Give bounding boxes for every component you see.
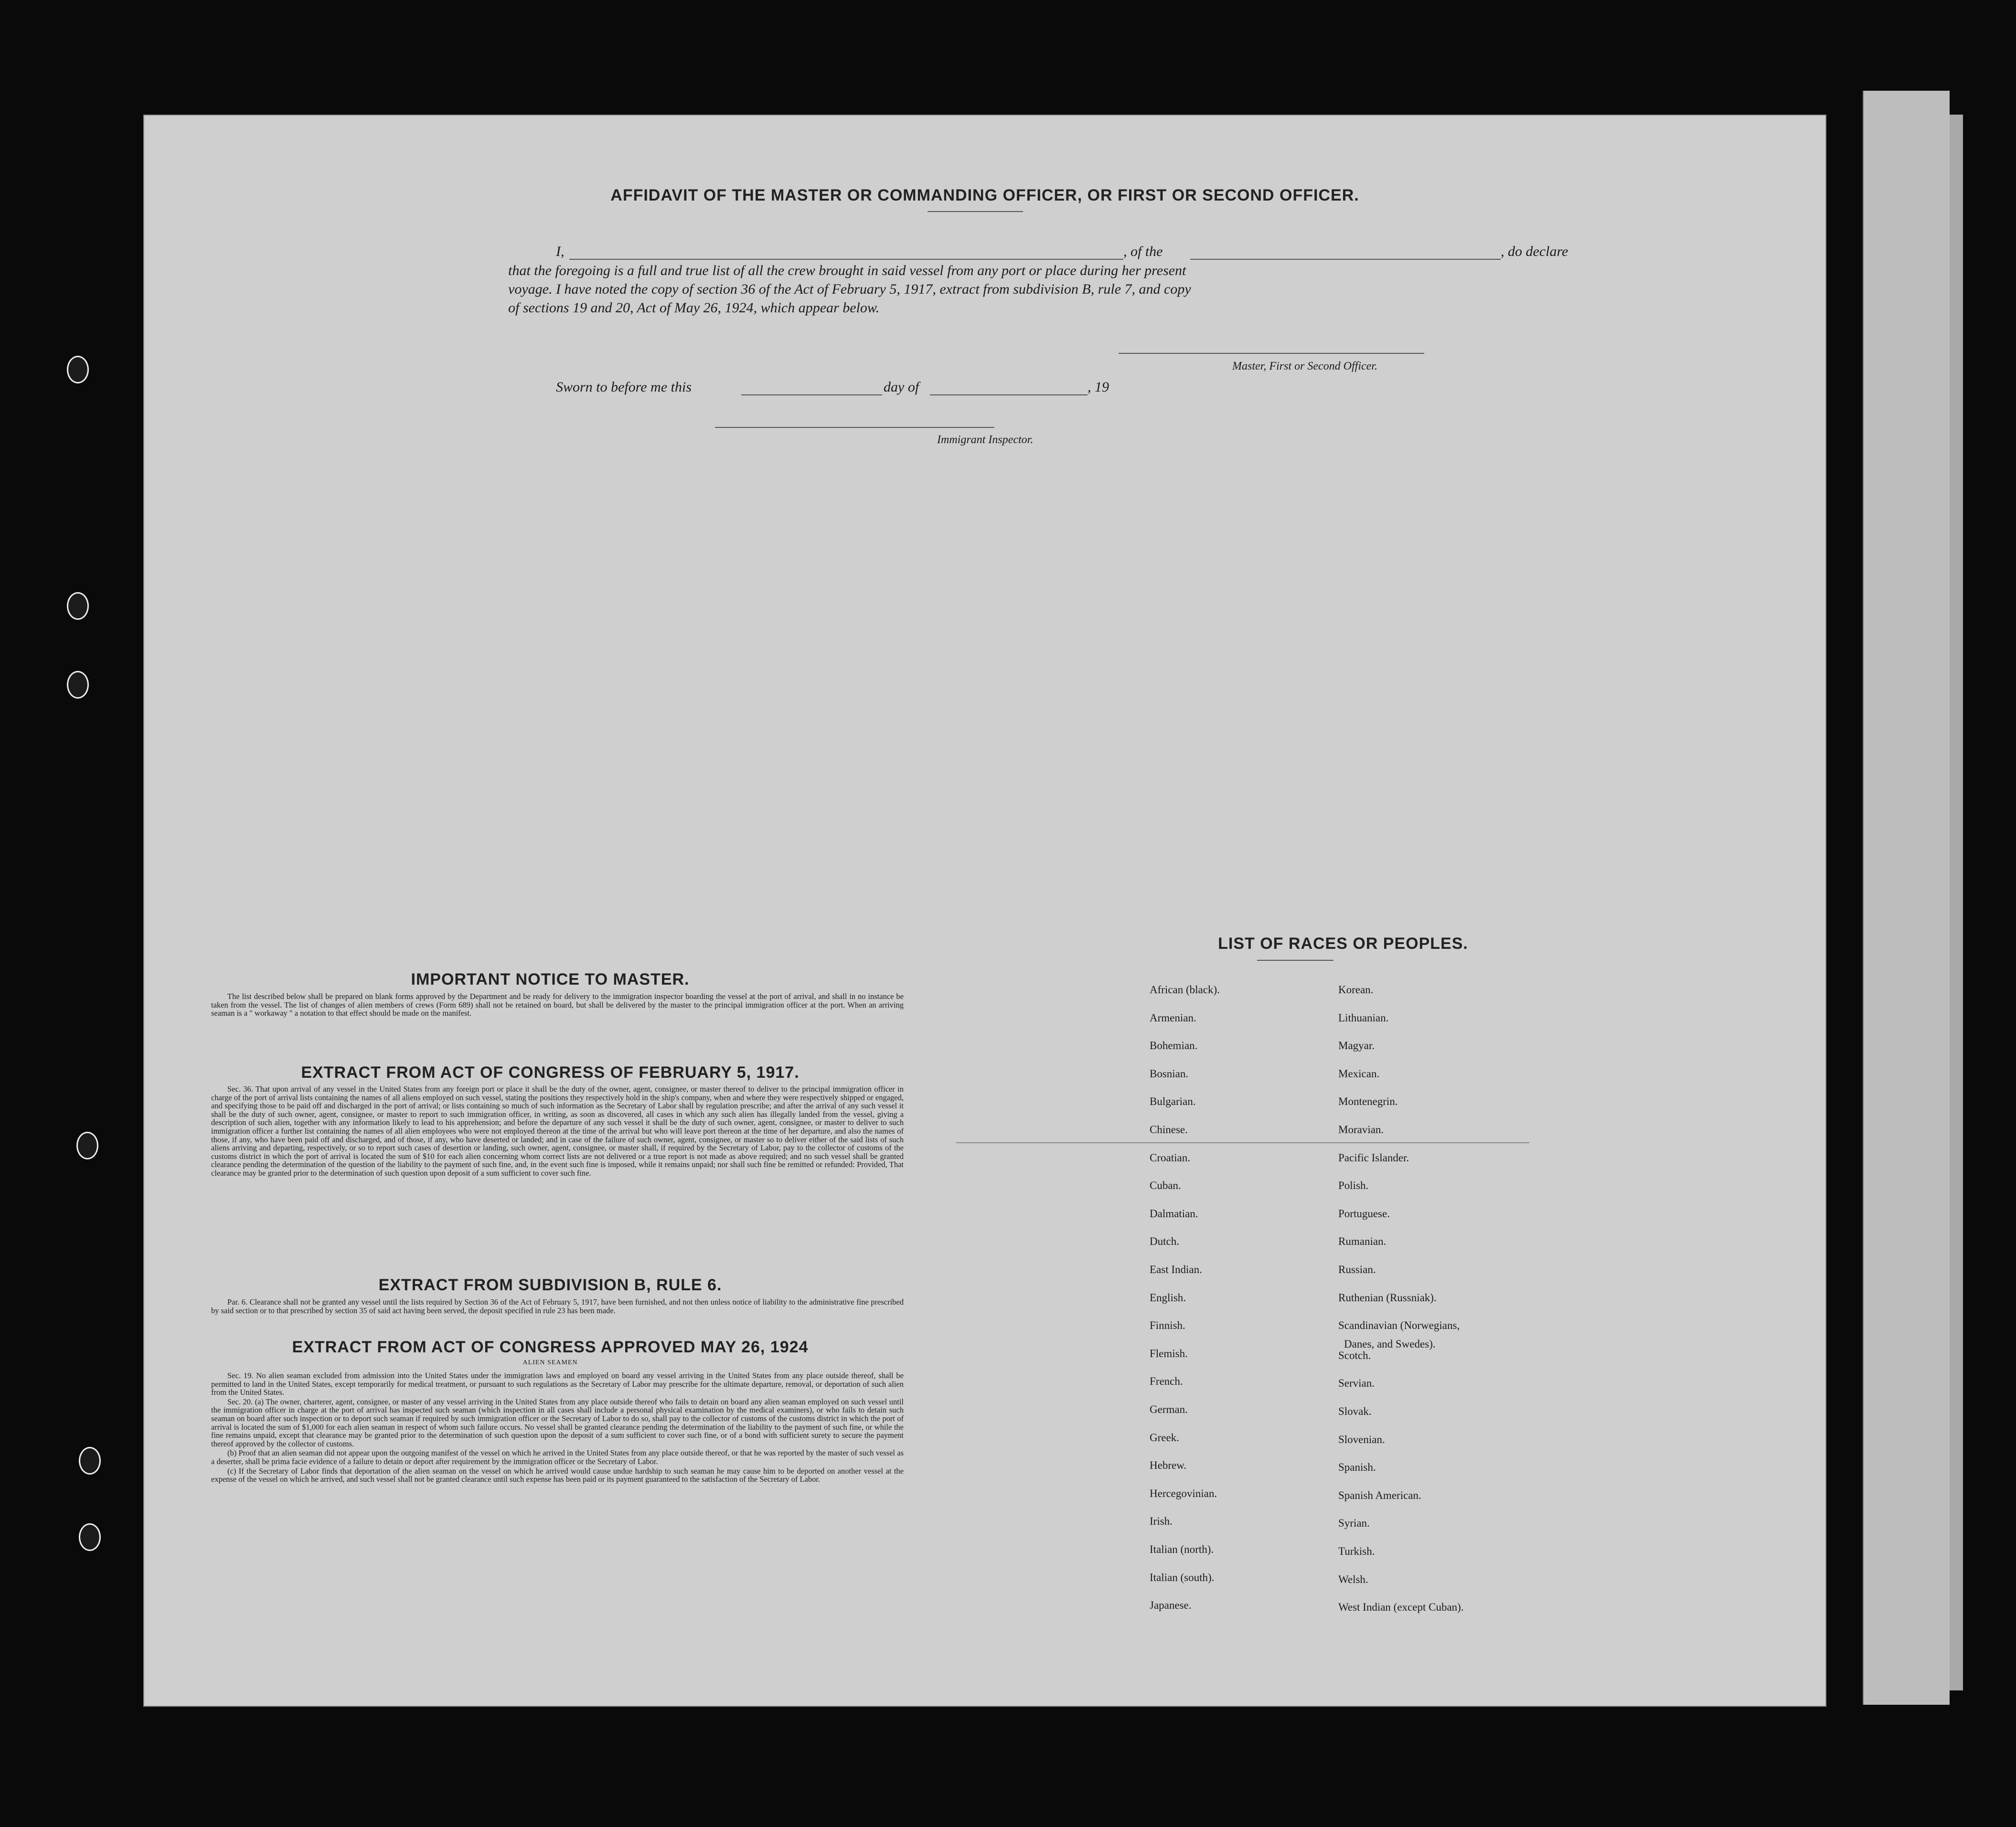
- back-sheet: [1863, 91, 1950, 1705]
- race-item: Pacific Islander.: [1338, 1152, 1409, 1164]
- affidavit-text-line-2: that the foregoing is a full and true list of all the crew brought in said vessel from any port or place during her present: [508, 263, 1186, 278]
- races-title-rule: [1257, 960, 1333, 961]
- race-item: Polish.: [1338, 1179, 1369, 1191]
- binder-hole: [67, 356, 89, 383]
- vessel-name-line: [1190, 259, 1501, 260]
- declare-label: , do declare: [1501, 244, 1568, 259]
- binder-hole: [67, 671, 89, 699]
- notice-title: IMPORTANT NOTICE TO MASTER.: [411, 970, 690, 988]
- declarant-name-line: [569, 259, 1123, 260]
- affidavit-title: AFFIDAVIT OF THE MASTER OR COMMANDING OFFICER, OR FIRST OR SECOND OFFICER.: [610, 186, 1359, 204]
- declarant-label: I,: [556, 244, 565, 259]
- sworn-month-line: [930, 394, 1088, 395]
- sworn-day-line: [741, 394, 882, 395]
- race-item: Bulgarian.: [1150, 1095, 1196, 1107]
- race-item: Ruthenian (Russniak).: [1338, 1292, 1437, 1304]
- section-20b-paragraph: (b) Proof that an alien seaman did not appear upon the outgoing manifest of the vessel on which he arrived in the United States from any place outside thereof, or that he was reported by the master of such vessel as a deserter, shall be prima facie evidence of a failure to detain or deport after requirement by the immigration officer or the Secretary of Labor.: [211, 1448, 904, 1466]
- race-item: Scandinavian (Norwegians,: [1338, 1319, 1460, 1331]
- binder-hole: [79, 1523, 101, 1551]
- race-item: German.: [1150, 1403, 1188, 1415]
- binder-hole: [67, 592, 89, 620]
- race-item: Mexican.: [1338, 1068, 1380, 1080]
- vessel-label: , of the: [1123, 244, 1163, 259]
- race-item: Hebrew.: [1150, 1459, 1187, 1471]
- section-36-paragraph: Sec. 36. That upon arrival of any vessel in the United States from any foreign port or place it shall be the duty of the owner, agent, consignee, or master thereof to deliver to the principal immigration officer in charge of the port of arrival lists containing the names of all aliens employed on such vessel, stating the positions they respectively hold in the ship's company, when and where they were respectively shipped or engaged, and specifying those to be paid off and discharged in the port of arrival; or lists containing so much of such information as the Secretary of Labor shall by regulation prescribe; and after the arrival of any such vessel it shall be the duty of such owner, agent, consignee, or master to report to such immigration officer, in writing, as soon as discovered, all cases in which any such alien has illegally landed from the vessel, giving a description of such alien, together with any information likely to lead to his apprehension; and before the departure of any such vessel it shall be the duty of such owner, agent, consignee, or master to deliver to such immigration officer a further list containing the names of all alien employees who were not employed thereon at the time of the arrival but who will leave port thereon at the time of her departure, and also the names of those, if any, who have been paid off and discharged, and of those, if any, who have deserted or landed; and in case of the failure of such owner, agent, consignee, or master so to deliver either of the said lists of such aliens arriving and departing, respectively, or so to report such cases of desertion or landing, such owner, agent, consignee, or master shall, if required by the Secretary of Labor, pay to the collector of customs of the customs district in which the port of arrival is located the sum of $10 for each alien concerning whom correct lists are not delivered or a true report is not made as above required; and no such vessel shall be granted clearance pending the determination of the question of the liability to the payment of such fine, and, in the event such fine is imposed, while it remains unpaid; nor shall such fine be remitted or refunded: Provided, That clearance may be granted prior to the determination of such question upon deposit of a sum sufficient to cover such fine.: [211, 1084, 904, 1178]
- race-item: Welsh.: [1338, 1573, 1368, 1585]
- race-item: Scotch.: [1338, 1349, 1371, 1361]
- race-item: Dalmatian.: [1150, 1208, 1198, 1220]
- binder-hole: [79, 1447, 101, 1475]
- inspector-signature-label: Immigrant Inspector.: [937, 434, 1034, 446]
- year-label: , 19: [1088, 379, 1109, 395]
- race-item: East Indian.: [1150, 1264, 1202, 1275]
- extract-1917-title: EXTRACT FROM ACT OF CONGRESS OF FEBRUARY 5, 1917.: [301, 1063, 800, 1082]
- races-title: LIST OF RACES OR PEOPLES.: [1218, 935, 1468, 953]
- race-item: Chinese.: [1150, 1124, 1188, 1136]
- section-20c-paragraph: (c) If the Secretary of Labor finds that deportation of the alien seaman on the vessel on which he arrived would cause undue hardship to such seaman he may cause him to be deported on another vessel at the expense of the vessel on which he arrived, and such vessel shall not be granted clearance until such expense has been paid or its payment guaranteed to the satisfaction of the Secretary of Labor.: [211, 1466, 904, 1484]
- race-item: Montenegrin.: [1338, 1095, 1398, 1107]
- race-item: Croatian.: [1150, 1152, 1190, 1164]
- inspector-signature-line: [715, 427, 994, 428]
- affidavit-text-line-4: of sections 19 and 20, Act of May 26, 1924, which appear below.: [508, 300, 880, 316]
- race-item: Finnish.: [1150, 1319, 1185, 1331]
- race-item-continuation: Danes, and Swedes).: [1344, 1338, 1436, 1350]
- race-item: Greek.: [1150, 1432, 1179, 1444]
- race-item: Japanese.: [1150, 1599, 1192, 1611]
- section-19-paragraph: Sec. 19. No alien seaman excluded from admission into the United States under the immigration laws and employed on board any vessel arriving in the United States from any place outside thereof, shall be permitted to land in the United States, except temporarily for medical treatment, or pursuant to such regulations as the Secretary of Labor may prescribe for the ultimate departure, removal, or deportation of such alien from the United States.: [211, 1371, 904, 1397]
- alien-seamen-subtitle: ALIEN SEAMEN: [523, 1359, 578, 1366]
- race-item: Hercegovinian.: [1150, 1487, 1217, 1499]
- race-item: Korean.: [1338, 984, 1374, 996]
- rule-6-title: EXTRACT FROM SUBDIVISION B, RULE 6.: [378, 1276, 722, 1294]
- race-item: Cuban.: [1150, 1179, 1181, 1191]
- notice-text: [211, 992, 904, 1019]
- race-item: Dutch.: [1150, 1235, 1179, 1247]
- race-item: Portuguese.: [1338, 1208, 1390, 1220]
- binder-hole: [76, 1132, 98, 1159]
- race-item: Italian (south).: [1150, 1572, 1215, 1583]
- master-signature-label: Master, First or Second Officer.: [1232, 360, 1377, 372]
- section-20a-paragraph: Sec. 20. (a) The owner, charterer, agent, consignee, or master of any vessel arriving in the United States from any place outside thereof who fails to detain on board any alien seaman employed on such vessel until the immigration officer in charge at the port of arrival has inspected such seaman (which inspection in all cases shall include a personal physical examination by the medical examiners), or who fails to detain such seaman on board after such inspection or to deport such seaman if required by such immigration officer or the Secretary of Labor to do so, shall pay to the collector of customs of the customs district in which the port of arrival is located the sum of $1,000 for each alien seaman in respect of whom such failure occurs. No vessel shall be granted clearance pending the determination of the liability to the payment of such fine, or while the fine remains unpaid, except that clearance may be granted prior to the determination of such question upon the deposit of a sum sufficient to cover such fine, or of a bond with sufficient surety to secure the payment thereof approved by the collector of customs.: [211, 1397, 904, 1448]
- notice-paragraph: The list described below shall be prepared on blank forms approved by the Department and be ready for delivery to the immigration inspector boarding the vessel at the port of arrival, and shall in no instance be taken from the vessel. The list of changes of alien members of crews (Form 689) shall not be retained on board, but shall be delivered by the master to the principal immigration officer at the port. When an arriving seaman is a " workaway " a notation to that effect should be made on the manifest.: [211, 992, 904, 1018]
- extract-1924-title: EXTRACT FROM ACT OF CONGRESS APPROVED MAY 26, 1924: [292, 1338, 809, 1356]
- race-item: Magyar.: [1338, 1040, 1375, 1052]
- race-item: Italian (north).: [1150, 1543, 1214, 1555]
- race-item: Servian.: [1338, 1377, 1375, 1389]
- separator-line: [956, 1142, 1529, 1143]
- extract-1917-text: [211, 1085, 904, 1179]
- race-item: Irish.: [1150, 1515, 1173, 1527]
- race-item: Spanish.: [1338, 1461, 1376, 1473]
- rule-6-text: [211, 1298, 904, 1316]
- sworn-label: Sworn to before me this: [556, 379, 692, 395]
- race-item: Lithuanian.: [1338, 1012, 1389, 1024]
- affidavit-text-line-3: voyage. I have noted the copy of section 36 of the Act of February 5, 1917, extract from subdivision B, rule 7, and copy: [508, 281, 1191, 297]
- rule-6-paragraph: Par. 6. Clearance shall not be granted any vessel until the lists required by Section 36 of the Act of February 5, 1917, have been furnished, and not then unless notice of liability to the administrative fine prescribed by said section or to that prescribed by section 35 of said act having been served, the deposit specified in rule 23 has been made.: [211, 1297, 904, 1315]
- title-rule: [928, 211, 1023, 212]
- race-item: Russian.: [1338, 1264, 1376, 1275]
- manifest-page: [143, 115, 1826, 1707]
- master-signature-line: [1119, 353, 1424, 354]
- race-item: West Indian (except Cuban).: [1338, 1601, 1464, 1613]
- race-item: Bohemian.: [1150, 1040, 1198, 1052]
- race-item: Syrian.: [1338, 1517, 1370, 1529]
- race-item: French.: [1150, 1375, 1183, 1387]
- race-item: Flemish.: [1150, 1348, 1188, 1360]
- day-of-label: day of: [884, 379, 919, 395]
- race-item: African (black).: [1150, 984, 1220, 996]
- race-item: Bosnian.: [1150, 1068, 1189, 1080]
- race-item: Slovenian.: [1338, 1434, 1385, 1445]
- race-item: Rumanian.: [1338, 1235, 1387, 1247]
- race-item: Spanish American.: [1338, 1489, 1421, 1501]
- extract-1924-text: [211, 1371, 904, 1485]
- race-item: Turkish.: [1338, 1545, 1375, 1557]
- race-item: Moravian.: [1338, 1124, 1384, 1136]
- race-item: Slovak.: [1338, 1405, 1372, 1417]
- race-item: English.: [1150, 1292, 1186, 1304]
- race-item: Armenian.: [1150, 1012, 1196, 1024]
